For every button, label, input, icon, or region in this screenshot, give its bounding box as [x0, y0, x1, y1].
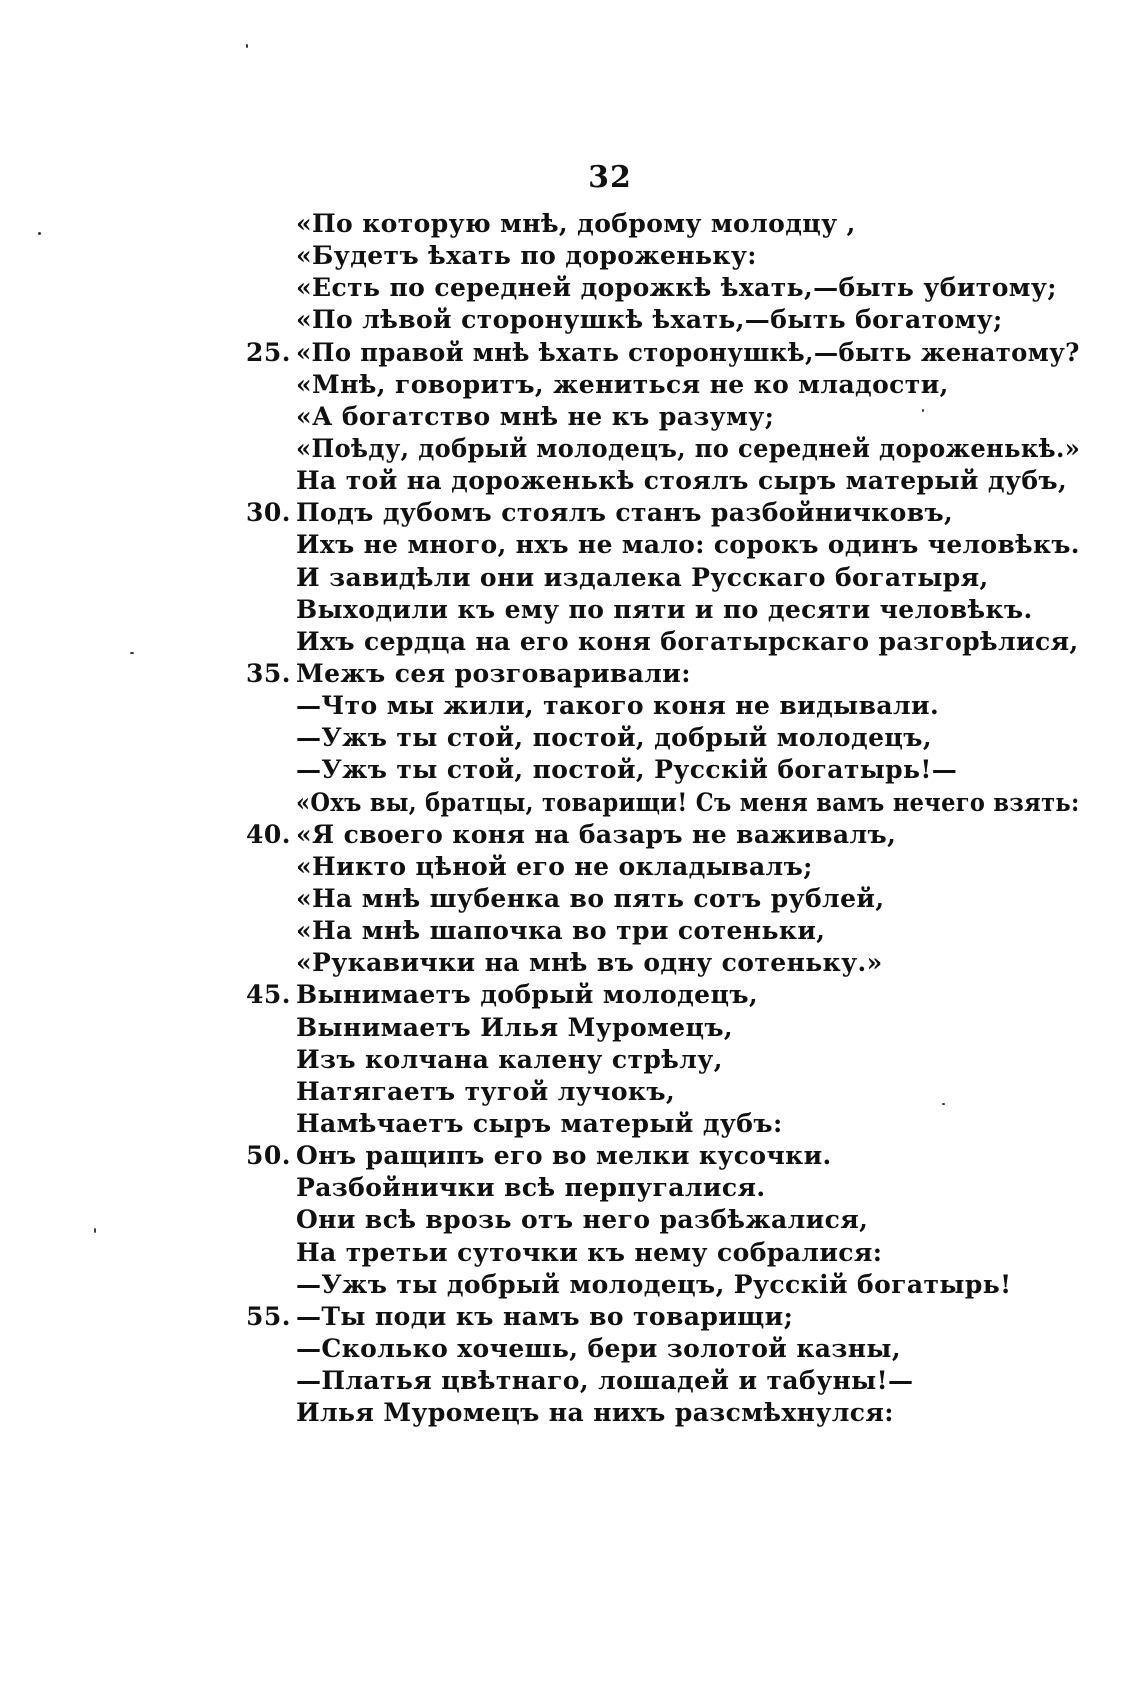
- line-text: Они всѣ врозь отъ него разбѣжалися,: [296, 1205, 869, 1235]
- scan-speck: [38, 232, 41, 235]
- verse-line: [0, 1365, 1140, 1397]
- verse-line: [0, 337, 1140, 369]
- verse-line: [0, 465, 1140, 497]
- verse-line: [0, 883, 1140, 915]
- line-text: «На мнѣ шубенка во пять сотъ рублей,: [296, 883, 885, 913]
- line-text: «Поѣду, добрый молодецъ, по середней дороженькѣ.»: [296, 433, 1081, 463]
- line-text: Онъ ращипъ его во мелки кусочки.: [296, 1141, 832, 1171]
- verse-line: [0, 1237, 1140, 1269]
- line-number: 50.: [246, 1141, 291, 1171]
- verse-line: [0, 594, 1140, 626]
- poem-text: [0, 208, 1140, 1429]
- scan-speck: [130, 652, 134, 654]
- verse-line: [0, 1076, 1140, 1108]
- line-text: И завидѣли они издалека Русскаго богатыря,: [296, 562, 989, 592]
- verse-line: [0, 1333, 1140, 1365]
- verse-line: [0, 658, 1140, 690]
- line-text: «По правой мнѣ ѣхать сторонушкѣ,—быть женатому?: [296, 337, 1080, 367]
- line-text: «По которую мнѣ, доброму молодцу ,: [296, 209, 856, 238]
- line-text: Разбойнички всѣ перпугалися.: [296, 1173, 766, 1203]
- line-text: Вынимаетъ Илья Муромецъ,: [296, 1012, 734, 1042]
- verse-line: [0, 915, 1140, 947]
- verse-line: [0, 1172, 1140, 1204]
- line-text: Натягаетъ тугой лучокъ,: [296, 1076, 676, 1106]
- line-text: —Ты поди къ намъ во товарищи;: [296, 1301, 794, 1331]
- line-text: Илья Муромецъ на нихъ разсмѣхнулся:: [296, 1398, 894, 1428]
- line-number: 45.: [246, 980, 291, 1010]
- verse-line: [0, 272, 1140, 304]
- verse-line: [0, 1301, 1140, 1333]
- line-text: Намѣчаетъ сыръ матерый дубъ:: [296, 1108, 783, 1138]
- line-number: 25.: [246, 337, 291, 367]
- verse-line: [0, 401, 1140, 433]
- line-text: —Ужъ ты стой, постой, Русскій богатырь!—: [296, 755, 958, 785]
- verse-line: [0, 497, 1140, 529]
- line-text: «Есть по середней дорожкѣ ѣхать,—быть убитому;: [296, 273, 1057, 303]
- verse-line: [0, 433, 1140, 465]
- line-text: «Мнѣ, говоритъ, жениться не ко младости,: [296, 369, 949, 399]
- line-text: —Ужъ ты стой, постой, добрый молодецъ,: [296, 723, 932, 753]
- line-text: «Никто цѣной его не окладывалъ;: [296, 851, 813, 881]
- scan-speck: [942, 1103, 945, 1105]
- verse-line: [0, 369, 1140, 401]
- verse-line: [0, 240, 1140, 272]
- line-text: Межъ сея розговаривали:: [296, 658, 691, 688]
- line-text: —Что мы жили, такого коня не видывали.: [296, 691, 940, 721]
- line-text: «Рукавички на мнѣ въ одну сотеньку.»: [296, 948, 883, 978]
- line-number: 55.: [246, 1301, 291, 1331]
- verse-line: [0, 304, 1140, 336]
- line-text: Выходили къ ему по пяти и по десяти человѣкъ.: [296, 594, 1033, 624]
- verse-line: [0, 626, 1140, 658]
- verse-line: [0, 1140, 1140, 1172]
- line-text: «Охъ вы, братцы, товарищи! Съ меня вамъ нечего взять:: [296, 787, 1080, 817]
- verse-line: [0, 690, 1140, 722]
- line-text: «На мнѣ шапочка во три сотеньки,: [296, 916, 826, 946]
- verse-line: [0, 947, 1140, 979]
- line-text: «А богатство мнѣ не къ разуму;: [296, 401, 775, 431]
- line-number: 30.: [246, 498, 291, 528]
- verse-line: [0, 1269, 1140, 1301]
- line-text: На той на дороженькѣ стоялъ сыръ матерый дубъ,: [296, 466, 1068, 496]
- verse-line: [0, 1108, 1140, 1140]
- line-text: «По лѣвой сторонушкѣ ѣхать,—быть богатому;: [296, 305, 1003, 335]
- verse-line: [0, 979, 1140, 1011]
- line-text: «Я своего коня на базаръ не важивалъ,: [296, 819, 897, 849]
- scan-speck: [922, 409, 924, 412]
- verse-line: [0, 754, 1140, 786]
- line-text: На третьи суточки къ нему собралися:: [296, 1237, 883, 1267]
- verse-line: [0, 851, 1140, 883]
- line-text: —Платья цвѣтнаго, лошадей и табуны!—: [296, 1366, 914, 1396]
- line-number: 35.: [246, 658, 291, 688]
- verse-line: [0, 529, 1140, 561]
- line-text: Подъ дубомъ стоялъ станъ разбойничковъ,: [296, 498, 954, 528]
- verse-line: [0, 1204, 1140, 1236]
- line-text: Вынимаетъ добрый молодецъ,: [296, 980, 759, 1010]
- verse-line: [0, 819, 1140, 851]
- verse-line: [0, 722, 1140, 754]
- scan-speck: [246, 44, 248, 48]
- verse-line: [0, 1012, 1140, 1044]
- verse-line: [0, 208, 1140, 240]
- line-text: Ихъ не много, нхъ не мало: сорокъ одинъ человѣкъ.: [296, 530, 1080, 560]
- verse-line: [0, 562, 1140, 594]
- page-number: 32: [588, 160, 632, 195]
- scan-speck: [94, 1228, 96, 1233]
- verse-line: [0, 1397, 1140, 1429]
- line-text: —Ужъ ты добрый молодецъ, Русскій богатырь!: [296, 1269, 1012, 1299]
- line-text: Ихъ сердца на его коня богатырскаго разгорѣлися,: [296, 626, 1079, 656]
- line-text: «Будетъ ѣхать по дороженьку:: [296, 241, 757, 271]
- verse-line: [0, 1044, 1140, 1076]
- line-text: Изъ колчана калену стрѣлу,: [296, 1044, 723, 1074]
- line-text: —Сколько хочешь, бери золотой казны,: [296, 1333, 902, 1363]
- verse-line: [0, 787, 1140, 819]
- line-number: 40.: [246, 819, 291, 849]
